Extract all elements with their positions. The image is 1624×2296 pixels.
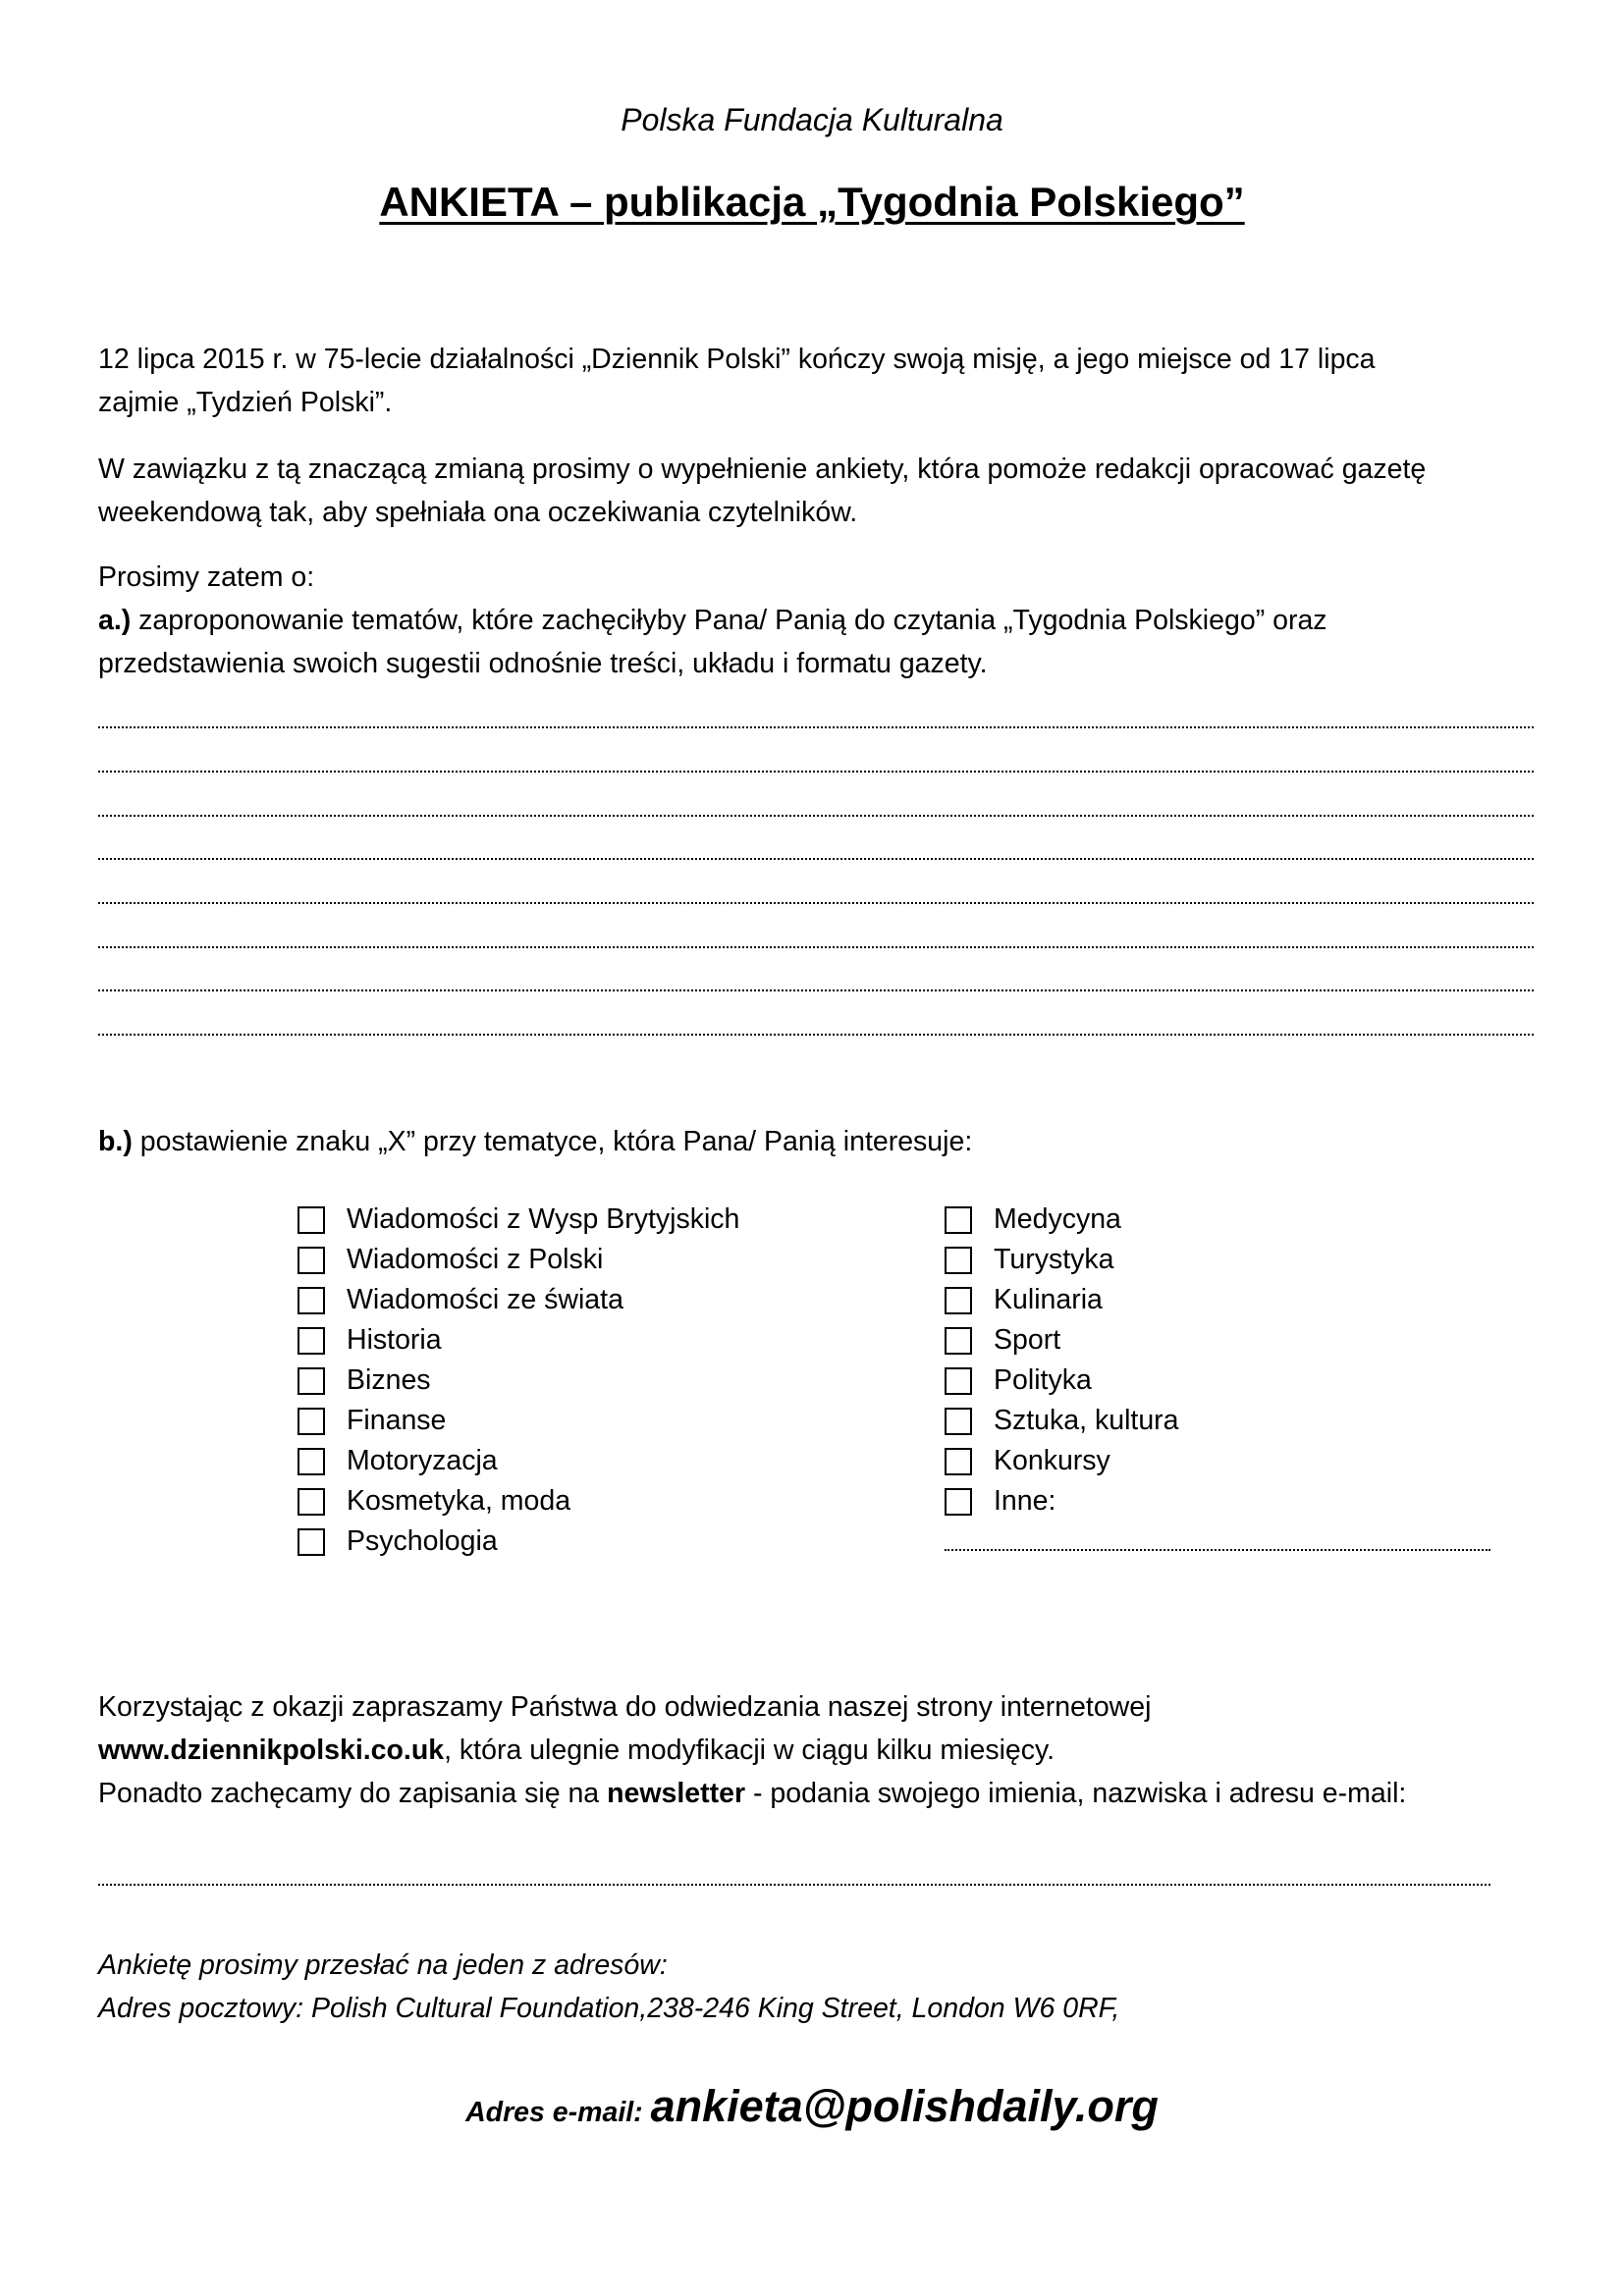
send-line: Ankietę prosimy przesłać na jeden z adresów: (98, 1949, 668, 1981)
answer-line-8[interactable] (98, 1032, 1534, 1036)
email-label: Adres e-mail: (465, 2097, 651, 2128)
section-a-line1 (98, 599, 1542, 642)
invite-line3: Ponadto zachęcamy do zapisania się na newsletter - podania swojego imienia, nazwiska i adresu e-mail: (98, 1778, 1407, 1809)
survey-page: Polska Fundacja Kulturalna ANKIETA – publikacja „Tygodnia Polskiego” 12 lipca 2015 r. w 75-lecie działalności „Dziennik Polski” kończy swoją misję, a jego miejsce od 17 lipca zajmie „Tydzień Polski”. W zawiązku z tą znaczącą zmianą prosimy o wypełnienie ankiety, która pomoże redakcji opracować gazetę weekendową tak, aby spełniała ona oczekiwania czytelników. Prosimy zatem o: a.) zaproponowanie tematów, które zachęciłyby Pana/ Panią do czytania „Tygodnia Polskiego” oraz przedstawienia swoich sugestii odnośnie treści, układu i formatu gazety. b.) postawienie znaku „X” przy tematyce, która Pana/ Panią interesuje: Wiadomości z Wysp Brytyjskich Wiadomości z Polski Wiadomości ze świata Historia Biznes Finanse Motoryzacja Kosmetyka, moda Psychologia Medycyna Turystyka Kulinaria Sport Polityka Sztuka, kultura Konkursy Inne: Korzystając z okazji zapraszamy Państwa do odwiedzania naszej strony internetowej www.dziennikpolski.co.uk, która ulegnie modyfikacji w ciągu kilku miesięcy. Ponadto zachęcamy do zapisania się na newsletter - podania swojego imienia, nazwiska i adresu e-mail: Ankietę prosimy przesłać na jeden z adresów: Adres pocztowy: Polish Cultural Foundation,238-246 King Street, London W6 0RF, Adres e-mail: ankieta@polishdaily.org (0, 0, 1624, 2296)
invite-line1: Korzystając z okazji zapraszamy Państwa do odwiedzania naszej strony internetowej (98, 1691, 1152, 1723)
checkbox[interactable] (298, 1488, 325, 1516)
intro-p1-line1: 12 lipca 2015 r. w 75-lecie działalności „Dziennik Polski” kończy swoją misję, a jego miejsce od 17 lipca (98, 344, 1376, 375)
section-b-marker: b.) (98, 1126, 133, 1157)
answer-line-6[interactable] (98, 944, 1534, 948)
section-b-heading (98, 1120, 1542, 1163)
answer-line-4[interactable] (98, 856, 1534, 860)
invitation-paragraph (98, 1685, 1542, 1815)
checkbox[interactable] (945, 1327, 972, 1355)
send-instructions (98, 1944, 1542, 2030)
other-topic-line[interactable] (945, 1547, 1490, 1551)
answer-line-3[interactable] (98, 813, 1534, 817)
newsletter-signup-line[interactable] (98, 1882, 1490, 1886)
checkbox[interactable] (945, 1448, 972, 1475)
request-intro: Prosimy zatem o: (98, 561, 315, 593)
answer-line-7[interactable] (98, 988, 1534, 991)
checkbox[interactable] (298, 1206, 325, 1234)
answer-line-1[interactable] (98, 724, 1534, 728)
title-text: ANKIETA – publikacja „Tygodnia Polskiego” (379, 179, 1245, 225)
email-address[interactable]: ankieta@polishdaily.org (650, 2081, 1159, 2131)
answer-line-2[interactable] (98, 769, 1534, 773)
email-contact (0, 2081, 1624, 2132)
checkbox[interactable] (945, 1367, 972, 1395)
section-b-text: postawienie znaku „X” przy tematyce, która Pana/ Panią interesuje: (132, 1126, 973, 1157)
invite-line2-rest: , która ulegnie modyfikacji w ciągu kilku miesięcy. (444, 1735, 1056, 1766)
checkbox[interactable] (945, 1206, 972, 1234)
website-link[interactable]: www.dziennikpolski.co.uk (98, 1735, 445, 1766)
organization-name: Polska Fundacja Kulturalna (621, 102, 1003, 137)
page-title (0, 179, 1624, 226)
postal-address: Adres pocztowy: Polish Cultural Foundation,238-246 King Street, London W6 0RF, (98, 1993, 1120, 2024)
intro-p1-line2: zajmie „Tydzień Polski”. (98, 387, 393, 418)
intro-paragraph-1 (98, 338, 1542, 424)
newsletter-word: newsletter (607, 1778, 746, 1809)
answer-line-5[interactable] (98, 900, 1534, 904)
checkbox[interactable] (298, 1247, 325, 1274)
intro-p2-line1: W zawiązku z tą znaczącą zmianą prosimy o wypełnienie ankiety, która pomoże redakcji opracować gazetę (98, 454, 1427, 485)
checkbox[interactable] (298, 1528, 325, 1556)
checkbox[interactable] (298, 1327, 325, 1355)
checkbox[interactable] (945, 1247, 972, 1274)
section-a (98, 556, 1542, 685)
section-a-text: zaproponowanie tematów, które zachęciłyby Pana/ Panią do czytania „Tygodnia Polskiego” oraz (131, 605, 1327, 636)
invite-line2 (98, 1729, 1542, 1772)
intro-p2-line2: weekendową tak, aby spełniała ona oczekiwania czytelników. (98, 497, 858, 528)
checkbox[interactable] (945, 1287, 972, 1314)
checkbox[interactable] (298, 1448, 325, 1475)
section-a-marker: a.) (98, 605, 132, 636)
checkbox[interactable] (298, 1408, 325, 1435)
section-a-line2: przedstawienia swoich sugestii odnośnie treści, układu i formatu gazety. (98, 648, 988, 679)
checkbox[interactable] (298, 1367, 325, 1395)
checkbox[interactable] (945, 1488, 972, 1516)
checkbox[interactable] (298, 1287, 325, 1314)
checkbox[interactable] (945, 1408, 972, 1435)
intro-paragraph-2 (98, 448, 1542, 534)
